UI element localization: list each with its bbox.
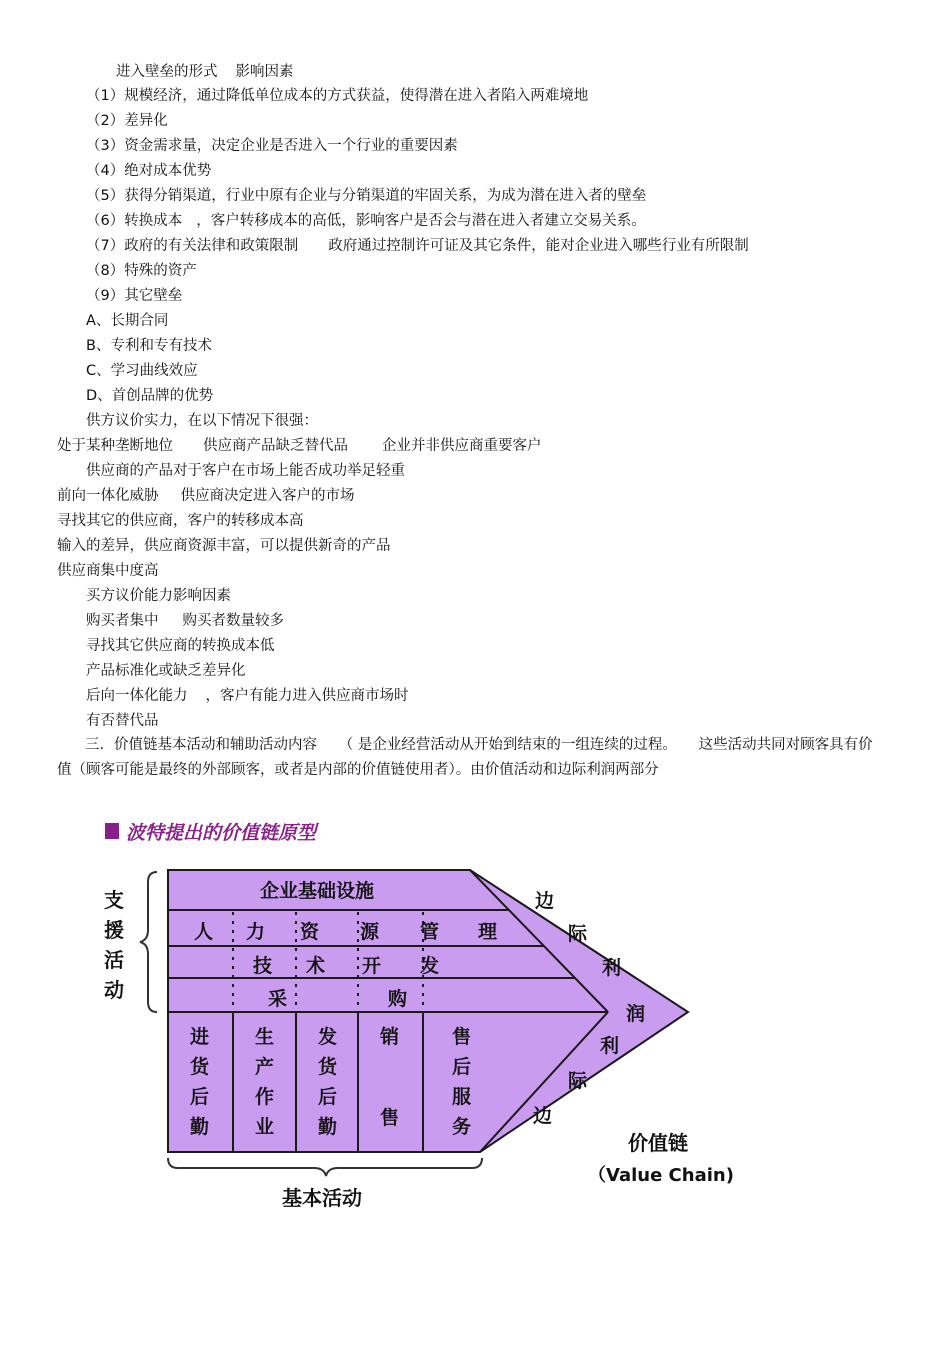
hr-char: 源: [360, 921, 380, 943]
value-chain-en: （Value Chain): [588, 1165, 734, 1186]
line-barrier-header: [116, 63, 294, 81]
line-backward-integration: [86, 687, 409, 705]
margin-char: 润: [626, 1003, 646, 1025]
line-item-3: （3）资金需求量，决定企业是否进入一个行业的重要因素: [86, 138, 458, 154]
text-fragment: ，客户有能力进入供应商市场时: [205, 688, 409, 704]
margin-char: 利: [602, 957, 622, 979]
text-fragment: 影响因素: [235, 64, 294, 80]
sales-char: 售: [380, 1107, 400, 1129]
paragraph-value-chain: [57, 733, 887, 783]
service-char: 服: [452, 1086, 472, 1108]
outbound-char: 勤: [318, 1116, 338, 1138]
procurement-char: 采: [268, 988, 288, 1010]
line-supplier-product: 供应商的产品对于客户在市场上能否成功举足轻重: [86, 463, 405, 479]
line-supplier-conditions: [57, 437, 542, 455]
hr-char: 理: [478, 921, 498, 943]
support-label-char: 援: [104, 918, 124, 942]
text-fragment: （7）政府的有关法律和政策限制: [86, 238, 299, 254]
operations-char: 业: [255, 1116, 275, 1138]
title-bullet-icon: [105, 823, 119, 839]
outbound-char: 后: [318, 1086, 338, 1108]
margin-char: 边: [533, 1105, 553, 1127]
line-input-diff: 输入的差异，供应商资源丰富，可以提供新奇的产品: [57, 538, 391, 554]
tech-char: 发: [420, 955, 440, 977]
procurement-char: 购: [388, 988, 408, 1010]
line-supplier-power: 供方议价实力，在以下情况下很强：: [86, 413, 318, 429]
primary-label: 基本活动: [282, 1186, 362, 1210]
text-fragment: 企业并非供应商重要客户: [382, 438, 542, 454]
sales-char: 销: [380, 1026, 400, 1048]
line-forward-integration: [57, 487, 355, 505]
margin-char: 边: [535, 890, 555, 912]
inbound-char: 进: [190, 1026, 210, 1048]
text-fragment: 处于某种垄断地位: [57, 438, 173, 454]
line-item-9: （9）其它壁垒: [86, 288, 183, 304]
infrastructure-label: 企业基础设施: [260, 880, 375, 902]
outbound-char: 发: [318, 1026, 338, 1048]
hr-char: 人: [194, 921, 214, 943]
support-label: [104, 888, 124, 1002]
hr-char: 管: [420, 921, 440, 943]
inbound-char: 货: [190, 1056, 210, 1078]
text-fragment: 前向一体化威胁: [57, 488, 159, 504]
line-item-b: B、专利和专有技术: [86, 338, 212, 354]
line-buyer-concentration: [86, 612, 284, 630]
outbound-char: 货: [318, 1056, 338, 1078]
support-label-char: 支: [104, 888, 124, 912]
support-brace-icon: [140, 872, 157, 1012]
hr-char: 力: [246, 921, 266, 943]
line-item-4: （4）绝对成本优势: [86, 163, 212, 179]
inbound-char: 勤: [190, 1116, 210, 1138]
line-standardization: 产品标准化或缺乏差异化: [86, 663, 246, 679]
text-fragment: 三．价值链基本活动和辅助活动内容 （ 是企业经营活动从开始到结束的一组连续的过程。 这些活动共同对顾客具有价值（顾客可能是最终的外部顾客，或者是内部的价值链使用者）。由价值活动和边际利润两部分: [57, 737, 873, 778]
text-fragment: 购买者数量较多: [182, 613, 284, 629]
line-item-a: A、长期合同: [86, 313, 169, 329]
text-fragment: 供应商决定进入客户的市场: [180, 488, 355, 504]
line-buyer-power: 买方议价能力影响因素: [86, 588, 231, 604]
primary-brace-icon: [168, 1158, 482, 1176]
service-char: 售: [452, 1026, 472, 1048]
text-fragment: ，客户转移成本的高低，影响客户是否会与潜在进入者建立交易关系。: [196, 213, 646, 229]
line-item-c: C、学习曲线效应: [86, 363, 198, 379]
text-fragment: （6）转换成本: [86, 213, 183, 229]
tech-char: 开: [362, 955, 382, 977]
value-chain-cn: 价值链: [628, 1131, 688, 1155]
figure-title: 波特提出的价值链原型: [126, 822, 317, 844]
operations-char: 生: [255, 1026, 275, 1048]
line-concentration: 供应商集中度高: [57, 563, 159, 579]
service-char: 务: [452, 1116, 472, 1138]
line-item-8: （8）特殊的资产: [86, 263, 197, 279]
inbound-char: 后: [190, 1086, 210, 1108]
margin-char: 际: [568, 1070, 588, 1092]
value-chain-figure: [0, 800, 950, 1220]
tech-char: 术: [306, 955, 326, 977]
support-label-char: 动: [104, 978, 124, 1002]
text-fragment: 供应商产品缺乏替代品: [203, 438, 348, 454]
line-item-d: D、首创品牌的优势: [86, 388, 214, 404]
line-buyer-switching: 寻找其它供应商的转换成本低: [86, 638, 275, 654]
operations-char: 产: [255, 1056, 275, 1078]
hr-char: 资: [300, 921, 320, 943]
line-item-7: [86, 237, 749, 255]
line-item-1: （1）规模经济，通过降低单位成本的方式获益，使得潜在进入者陷入两难境地: [86, 88, 589, 104]
text-fragment: 进入壁垒的形式: [116, 64, 218, 80]
margin-char: 际: [568, 923, 588, 945]
service-char: 后: [452, 1056, 472, 1078]
text-fragment: 后向一体化能力: [86, 688, 188, 704]
text-fragment: 政府通过控制许可证及其它条件，能对企业进入哪些行业有所限制: [328, 238, 749, 254]
text-fragment: 购买者集中: [86, 613, 159, 629]
operations-char: 作: [255, 1086, 275, 1108]
tech-char: 技: [253, 955, 273, 977]
line-item-2: （2）差异化: [86, 113, 168, 129]
support-label-char: 活: [104, 948, 124, 972]
line-item-6: [86, 212, 646, 230]
line-item-5: （5）获得分销渠道，行业中原有企业与分销渠道的牢固关系，为成为潜在进入者的壁垒: [86, 188, 647, 204]
line-switching: 寻找其它的供应商，客户的转移成本高: [57, 513, 304, 529]
line-substitutes: 有否替代品: [86, 713, 159, 729]
margin-char: 利: [600, 1035, 620, 1057]
